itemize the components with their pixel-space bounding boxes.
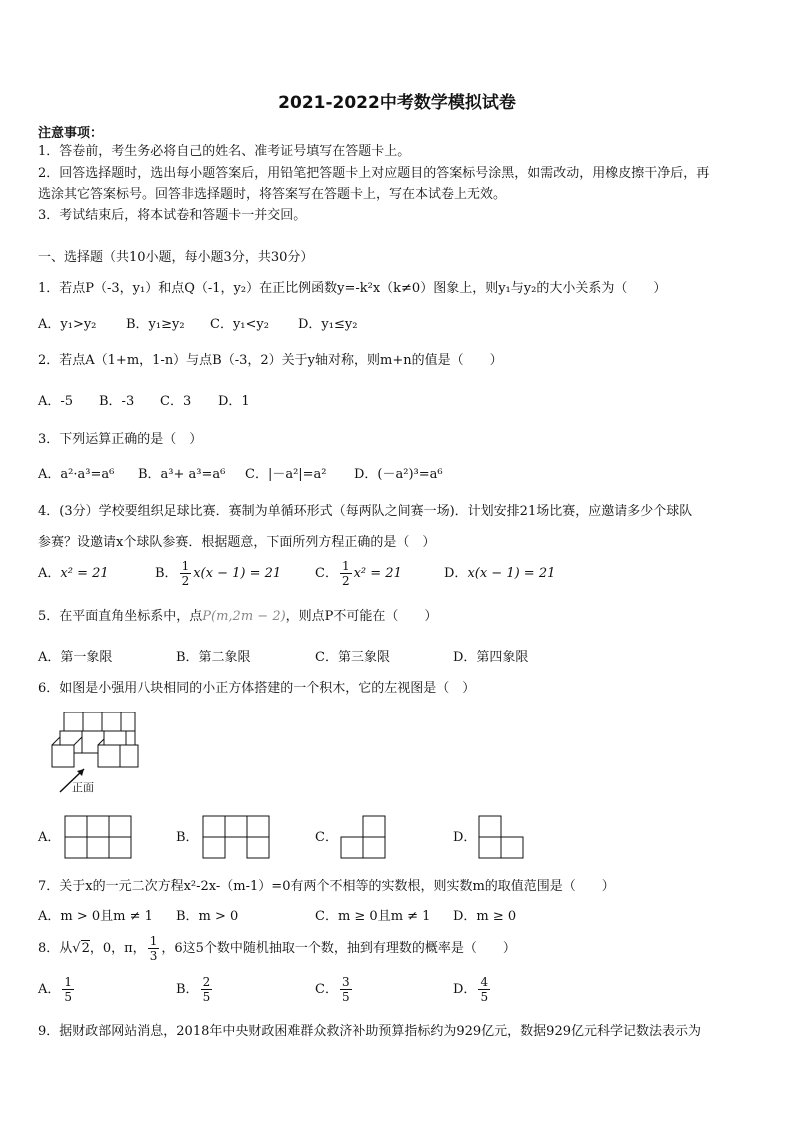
question-1-stem: 1．若点P（-3，y₁）和点Q（-1，y₂）在正比例函数y=-k²x（k≠0）图象上，则y₁与y₂的大小关系为（ ） [38,281,667,296]
page-title: 2021-2022中考数学模拟试卷 [278,93,516,113]
option-label: A． [38,830,61,845]
option-label: C． [315,830,338,845]
q1-option-a[interactable]: A．y₁>y₂ [38,317,97,332]
notice-item: 选涂其它答案标号。回答非选择题时，将答案写在答题卡上，写在本试卷上无效。 [38,187,507,202]
option-label: D． [453,982,477,997]
option-fraction: $\frac{2}{5}$ [202,975,211,1004]
view-b-shape [202,815,270,859]
q6-option-b[interactable] [176,826,199,845]
view-d-shape [478,815,524,859]
view-c-shape [340,815,386,859]
point-expression: P(m,2m − 2) [202,609,286,624]
q7-option-b[interactable]: B．m > 0 [176,909,239,924]
q5-option-b[interactable]: B．第二象限 [176,650,251,665]
option-fraction: $\frac{4}{5}$ [480,975,489,1004]
view-a-shape [64,815,132,859]
sqrt-value: 2 [81,941,90,956]
fraction-half: $\frac{1}{2}$ [181,559,190,588]
q2-option-a[interactable]: A．-5 [38,394,74,409]
option-label: C． [315,566,338,581]
q4-option-a[interactable] [38,557,109,591]
q3-option-b[interactable]: B．a³+ a³=a⁶ [138,467,226,482]
option-fraction: $\frac{1}{5}$ [64,975,73,1004]
fraction-half: $\frac{1}{2}$ [341,559,350,588]
q3-option-a[interactable]: A．a²·a³=a⁶ [38,467,115,482]
q3-option-c[interactable]: C．|－a²|=a² [245,467,327,482]
q5-option-c[interactable]: C．第三象限 [315,650,390,665]
fraction-one-third: $\frac{1}{3}$ [149,934,158,963]
q1-option-b[interactable]: B．y₁≥y₂ [126,317,185,332]
q6-option-d[interactable] [453,826,476,845]
equation: x(x − 1) = 21 [467,566,556,581]
block-figure [46,712,146,797]
question-4-stem-line2: 参赛？设邀请x个球队参赛．根据题意，下面所列方程正确的是（ ） [38,535,436,550]
q1-option-c[interactable]: C．y₁<y₂ [210,317,269,332]
q8-option-d[interactable] [453,973,492,1007]
question-5-stem [38,605,437,624]
q7-option-c[interactable]: C．m ≥ 0且m ≠ 1 [315,909,431,924]
option-label: B． [176,830,199,845]
section-heading: 一、选择题（共10小题，每小题3分，共30分） [38,250,314,265]
notice-item: 3．考试结束后，将本试卷和答题卡一并交回。 [38,208,307,223]
question-9-stem: 9．据财政部网站消息，2018年中央财政困难群众救济补助预算指标约为929亿元，数据929亿元科学记数法表示为 [38,1024,701,1039]
option-fraction: $\frac{3}{5}$ [341,975,350,1004]
q6-option-c[interactable] [315,826,338,845]
q4-option-d[interactable] [444,557,555,591]
option-label: A． [38,982,61,997]
q5-option-d[interactable]: D．第四象限 [453,650,529,665]
q8-option-a[interactable] [38,973,76,1007]
option-label: B． [155,566,178,581]
q3-option-d[interactable]: D．(－a²)³=a⁶ [354,467,443,482]
q2-option-c[interactable]: C．3 [160,394,192,409]
equation: x(x − 1) = 21 [193,566,282,581]
q8-option-b[interactable] [176,973,214,1007]
q8-option-c[interactable] [315,973,354,1007]
equation: x² = 21 [353,566,402,581]
q2-option-d[interactable]: D．1 [218,394,250,409]
question-3-stem: 3．下列运算正确的是（ ） [38,432,203,447]
front-label: 正面 [72,781,94,794]
option-label: C． [315,982,338,997]
question-6-stem: 6．如图是小强用八块相同的小正方体搭建的一个积木，它的左视图是（ ） [38,681,476,696]
option-label: D． [444,566,468,581]
q7-option-a[interactable]: A．m > 0且m ≠ 1 [38,909,153,924]
q4-option-b[interactable] [155,557,281,591]
q1-option-d[interactable]: D．y₁≤y₂ [298,317,358,332]
stem-text: ，则点P不可能在（ ） [285,609,438,624]
option-label: B． [176,982,199,997]
q4-option-c[interactable] [315,557,402,591]
stem-text: 8．从 [38,941,73,956]
question-2-stem: 2．若点A（1+m，1-n）与点B（-3，2）关于y轴对称，则m+n的值是（ ） [38,353,503,368]
question-8-stem: 8．从√2，0，π， $\frac{1}{3}$ ，6这5个数中随机抽取一个数，抽到有理数的概率是（ ） [38,934,516,963]
stem-text: ，0，π， [89,941,146,956]
q7-option-d[interactable]: D．m ≥ 0 [453,909,517,924]
stem-text: 5．在平面直角坐标系中，点 [38,609,203,624]
equation: x² = 21 [60,566,109,581]
option-label: A． [38,566,61,581]
notice-heading: 注意事项： [38,126,104,141]
notice-item: 2．回答选择题时，选出每小题答案后，用铅笔把答题卡上对应题目的答案标号涂黑，如需改动，用橡皮擦干净后，再 [38,166,710,181]
question-7-stem: 7．关于x的一元二次方程x²-2x-（m-1）=0有两个不相等的实数根，则实数m的取值范围是（ ） [38,879,615,894]
q6-option-a[interactable] [38,826,60,845]
option-label: D． [453,830,477,845]
notice-item: 1．答卷前，考生务必将自己的姓名、准考证号填写在答题卡上。 [38,144,411,159]
q5-option-a[interactable]: A．第一象限 [38,650,113,665]
stem-text: ，6这5个数中随机抽取一个数，抽到有理数的概率是（ ） [161,941,516,956]
q2-option-b[interactable]: B．-3 [99,394,135,409]
question-4-stem-line1: 4．(3分）学校要组织足球比赛．赛制为单循环形式（每两队之间赛一场)．计划安排21场比赛，应邀请多少个球队 [38,504,693,519]
